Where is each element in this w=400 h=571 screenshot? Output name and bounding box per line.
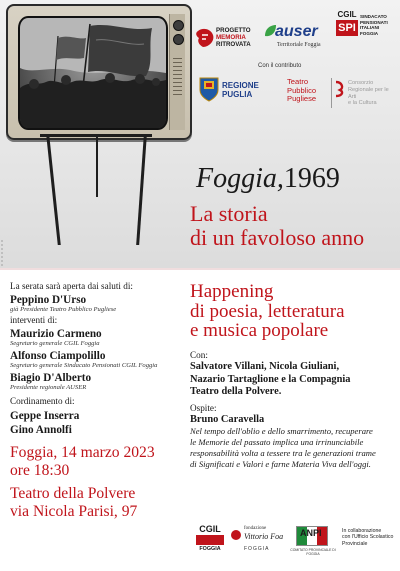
foa-mark-icon bbox=[230, 528, 242, 542]
collaboration-note: In collaborazione con l'Ufficio Scolastico Provinciale bbox=[342, 528, 394, 547]
page-title bbox=[196, 164, 396, 194]
greeter-role: già Presidente Teatro Pubblico Pugliese bbox=[10, 306, 117, 313]
program-column bbox=[10, 281, 192, 521]
heading-line: di poesia, letteratura bbox=[190, 300, 345, 322]
greeter-name: Peppino D'Urso bbox=[10, 294, 87, 306]
section-divider bbox=[0, 268, 400, 270]
contributo-label: Con il contributo bbox=[258, 63, 302, 69]
event-address: via Nicola Parisi, 97 bbox=[10, 503, 138, 520]
subtitle-line: La storia bbox=[190, 201, 268, 226]
heading-line: Happening bbox=[190, 281, 274, 302]
tv-leg bbox=[46, 135, 61, 245]
speaker-role: Segretario generale CGIL Foggia bbox=[10, 340, 100, 347]
quote-line: Nel tempo dell'oblio e dello smarrimento, recuperare bbox=[190, 426, 373, 436]
header-area bbox=[0, 0, 400, 268]
tv-knob bbox=[173, 34, 184, 45]
quote-line: di Significati e Valori e farne Materia Viva dell'oggi. bbox=[190, 458, 371, 469]
fondazione-vittorio-foa-logo: fondazione Vittorio Foa FOGGIA bbox=[230, 526, 284, 560]
vintage-tv-illustration bbox=[6, 4, 192, 140]
intro-label: La serata sarà aperta dai saluti di: bbox=[10, 281, 133, 291]
teatro-pubblico-logo: Teatro Pubblico Pugliese bbox=[287, 78, 332, 108]
happening-heading bbox=[190, 282, 395, 341]
performers-block bbox=[190, 350, 395, 426]
event-date: Foggia, 14 marzo 2023 bbox=[10, 444, 155, 461]
speaker-role: Segretario generale Sindacato Pensionati CGIL Foggia bbox=[10, 362, 158, 369]
side-dots bbox=[1, 240, 6, 266]
coordinator-name: Gino Annolfi bbox=[10, 424, 72, 436]
cgil-spi-logo: CGIL SPI SINDACATO PENSIONATI ITALIANI FOGGIA bbox=[337, 10, 388, 36]
regione-crest-icon bbox=[198, 75, 220, 103]
event-venue: Teatro della Polvere bbox=[10, 485, 136, 502]
subtitle-line: di un favoloso anno bbox=[190, 225, 365, 250]
tv-screen-photo bbox=[18, 16, 168, 130]
regione-puglia-logo: REGIONE PUGLIA bbox=[198, 73, 264, 107]
guest-name: Bruno Caravella bbox=[190, 413, 265, 425]
heading-line: e musica popolare bbox=[190, 320, 329, 341]
speaker-name: Biagio D'Alberto bbox=[10, 372, 92, 384]
quote-line: responsabilità volta a tessere tra le generazioni trame bbox=[190, 447, 376, 458]
consorzio-logo: Consorzio Regionale per le Arti e la Cultura bbox=[334, 78, 398, 108]
guest-label: Ospite: bbox=[190, 402, 217, 413]
quote-line: le Memorie del passato implica una irrinunciabile bbox=[190, 436, 364, 447]
memory-quote bbox=[190, 426, 394, 470]
protest-photo bbox=[20, 18, 166, 128]
with-label: Con: bbox=[190, 350, 208, 360]
tv-control-panel bbox=[169, 14, 185, 130]
tv-leg bbox=[96, 135, 98, 197]
performers-line: Salvatore Villani, Nicola Giuliani, bbox=[190, 361, 340, 372]
cgil-foggia-logo: CGIL FOGGIA bbox=[196, 524, 224, 560]
speaker-name: Maurizio Carmeno bbox=[10, 328, 102, 340]
performers-line: Teatro della Polvere. bbox=[190, 386, 282, 398]
consorzio-mark-icon bbox=[334, 80, 346, 98]
coordination-label: Cordinamento di: bbox=[10, 396, 75, 406]
event-time: ore 18:30 bbox=[10, 462, 70, 479]
title-year: 1969 bbox=[283, 163, 340, 194]
tv-stand-bar bbox=[40, 134, 152, 137]
tv-leg bbox=[136, 135, 147, 245]
speaker-name: Alfonso Ciampolillo bbox=[10, 350, 106, 362]
speakers-label: interventi di: bbox=[10, 315, 58, 325]
performers-line: Nazario Tartaglione e la Compagnia bbox=[190, 373, 351, 385]
title-city: Foggia, bbox=[196, 163, 284, 194]
anpi-logo: ANPI COMITATO PROVINCIALE DI FOGGIA bbox=[290, 528, 336, 556]
memoria-mark-icon bbox=[195, 27, 215, 49]
speaker-role: Presidente regionale AUSER bbox=[10, 384, 87, 391]
coordinator-name: Geppe Inserra bbox=[10, 410, 80, 422]
page-subtitle bbox=[190, 202, 400, 250]
progetto-memoria-logo: PROGETTO MEMORIA RITROVATA bbox=[195, 25, 257, 53]
auser-logo: auser Territoriale Foggia bbox=[263, 24, 331, 54]
tv-knob bbox=[173, 20, 184, 31]
